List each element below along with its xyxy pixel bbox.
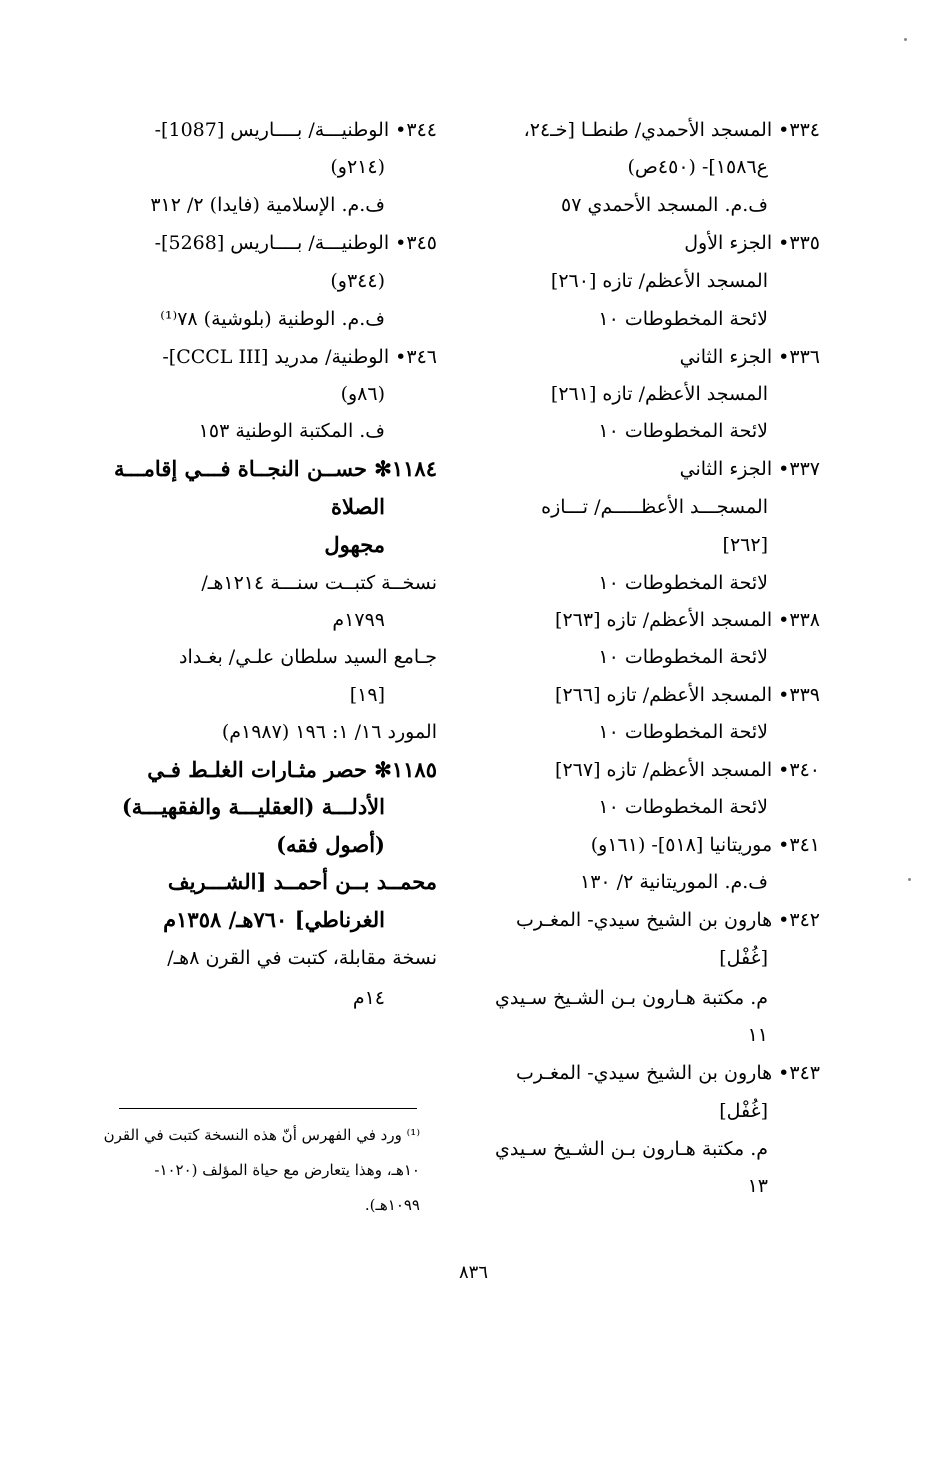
entry-340-source: لائحة المخطوطات ١٠ [598,796,768,818]
scan-speck [908,878,911,881]
entry-337-location: المسجـــد الأعظـــــم/ تـــازه [541,496,768,518]
entry-346-source: ف. المكتبة الوطنية ١٥٣ [198,420,385,442]
entry-345-location: ٣٤٥• الوطنيـــة/ بــــاريس [5268]- [154,232,437,254]
entry-1184-copy-cont: ١٧٩٩م [332,609,385,631]
entry-337-title: ٣٣٧• الجزء الثاني [679,458,820,480]
footnote-line2: ١٠هـ، وهذا يتعارض مع حياة المؤلف (١٠٢٠- [154,1161,420,1179]
entry-337-source: لائحة المخطوطات ١٠ [598,572,768,594]
entry-1185-author-cont: الغرناطي] ٧٦٠هـ/ ١٣٥٨م [163,907,385,932]
entry-340-location: ٣٤٠• المسجد الأعظم/ تازه [٢٦٧] [555,759,820,781]
entry-341-source: ف.م. الموريتانية ٢/ ١٣٠ [580,871,768,893]
entry-335-location: المسجد الأعظم/ تازه [٢٦٠] [550,270,768,292]
entry-1185-subject: (أصول فقه) [276,832,385,857]
entry-1185-author: محمــد بــن أحمــد [الشـــريف [167,869,437,894]
entry-336-source: لائحة المخطوطات ١٠ [598,420,768,442]
entry-334-source: ف.م. المسجد الأحمدي ٥٧ [560,194,768,216]
entry-1184-source: المورد ١٦/ ١: ١٩٦ (١٩٨٧م) [221,721,437,743]
entry-334-line2: ع١٥٨٦]- (٤٥٠ص) [627,156,768,178]
entry-338-location: ٣٣٨• المسجد الأعظم/ تازه [٢٦٣] [555,609,820,631]
entry-344-location: ٣٤٤• الوطنيـــة/ بــــاريس [1087]- [154,119,437,141]
entry-343-location: ٣٤٣• هارون بن الشيخ سيدي- المغـرب [516,1062,820,1084]
entry-343-location-cont: [غُفْل] [719,1100,768,1122]
entry-342-location-cont: [غُفْل] [719,947,768,969]
entry-343-source-cont: ١٣ [747,1175,768,1197]
entry-342-source: م. مكتبة هـارون بـن الشـيخ سـيدي [495,987,768,1009]
entry-339-location: ٣٣٩• المسجد الأعظم/ تازه [٢٦٦] [555,684,820,706]
entry-338-source: لائحة المخطوطات ١٠ [598,646,768,668]
entry-335-title: ٣٣٥• الجزء الأول [684,232,820,254]
entry-1184-title: ١١٨٤✻ حســن النجــاة فـــي إقامـــة [113,456,437,481]
entry-337-location-cont: [٢٦٢] [722,534,768,556]
entry-335-source: لائحة المخطوطات ١٠ [598,308,768,330]
entry-1184-copy: نسخــة كتبــت سنـــة ١٢١٤هـ/ [201,572,437,594]
entry-1184-location-cont: [١٩] [349,684,385,706]
entry-342-source-cont: ١١ [747,1024,768,1046]
entry-345-location-cont: (٣٤٤و) [330,270,385,292]
entry-339-source: لائحة المخطوطات ١٠ [598,721,768,743]
entry-346-location-cont: (٨٦و) [340,383,385,405]
entry-1184-title-cont: الصلاة [331,494,385,519]
footnote-separator [119,1108,417,1109]
entry-334-line1: ٣٣٤• المسجد الأحمدي/ طنطـا [خـ٢٤، [523,119,820,141]
entry-343-source: م. مكتبة هـارون بـن الشـيخ سـيدي [495,1138,768,1160]
scan-speck [904,38,907,41]
entry-346-location: ٣٤٦• الوطنية/ مدريد [CCCL III]- [162,346,437,368]
entry-336-location: المسجد الأعظم/ تازه [٢٦١] [550,383,768,405]
footnote-line3: ١٠٩٩هـ). [364,1196,420,1214]
page-number: ٨٣٦ [458,1262,488,1283]
entry-344-location-cont: (٢١٤و) [330,156,385,178]
entry-342-location: ٣٤٢• هارون بن الشيخ سيدي- المغـرب [516,909,820,931]
entry-1185-copy: نسخة مقابلة، كتبت في القرن ٨هـ/ [167,947,437,969]
entry-345-source: ف.م. الوطنية (بلوشية) ٧٨⁽¹⁾ [160,308,385,330]
entry-344-source: ف.م. الإسلامية (فايدا) ٢/ ٣١٢ [150,194,385,216]
entry-1185-title: ١١٨٥✻ حصر مثـارات الغلـط فـي [147,757,437,782]
footnote-line1: ⁽¹⁾ ورد في الفهرس أنّ هذه النسخة كتبت في القرن [103,1126,420,1144]
entry-1185-copy-cont: ١٤م [352,987,385,1009]
entry-336-title: ٣٣٦• الجزء الثاني [679,346,820,368]
entry-1184-author: مجهول [324,532,385,557]
entry-1185-title-cont: الأدلـــة (العقليـــة والفقهيـــة) [121,794,385,819]
entry-341-location: ٣٤١• موريتانيا [٥١٨]- (١٦١و) [590,834,820,856]
entry-1184-location: جـامع السيد سلطان علـي/ بغـداد [179,646,437,668]
